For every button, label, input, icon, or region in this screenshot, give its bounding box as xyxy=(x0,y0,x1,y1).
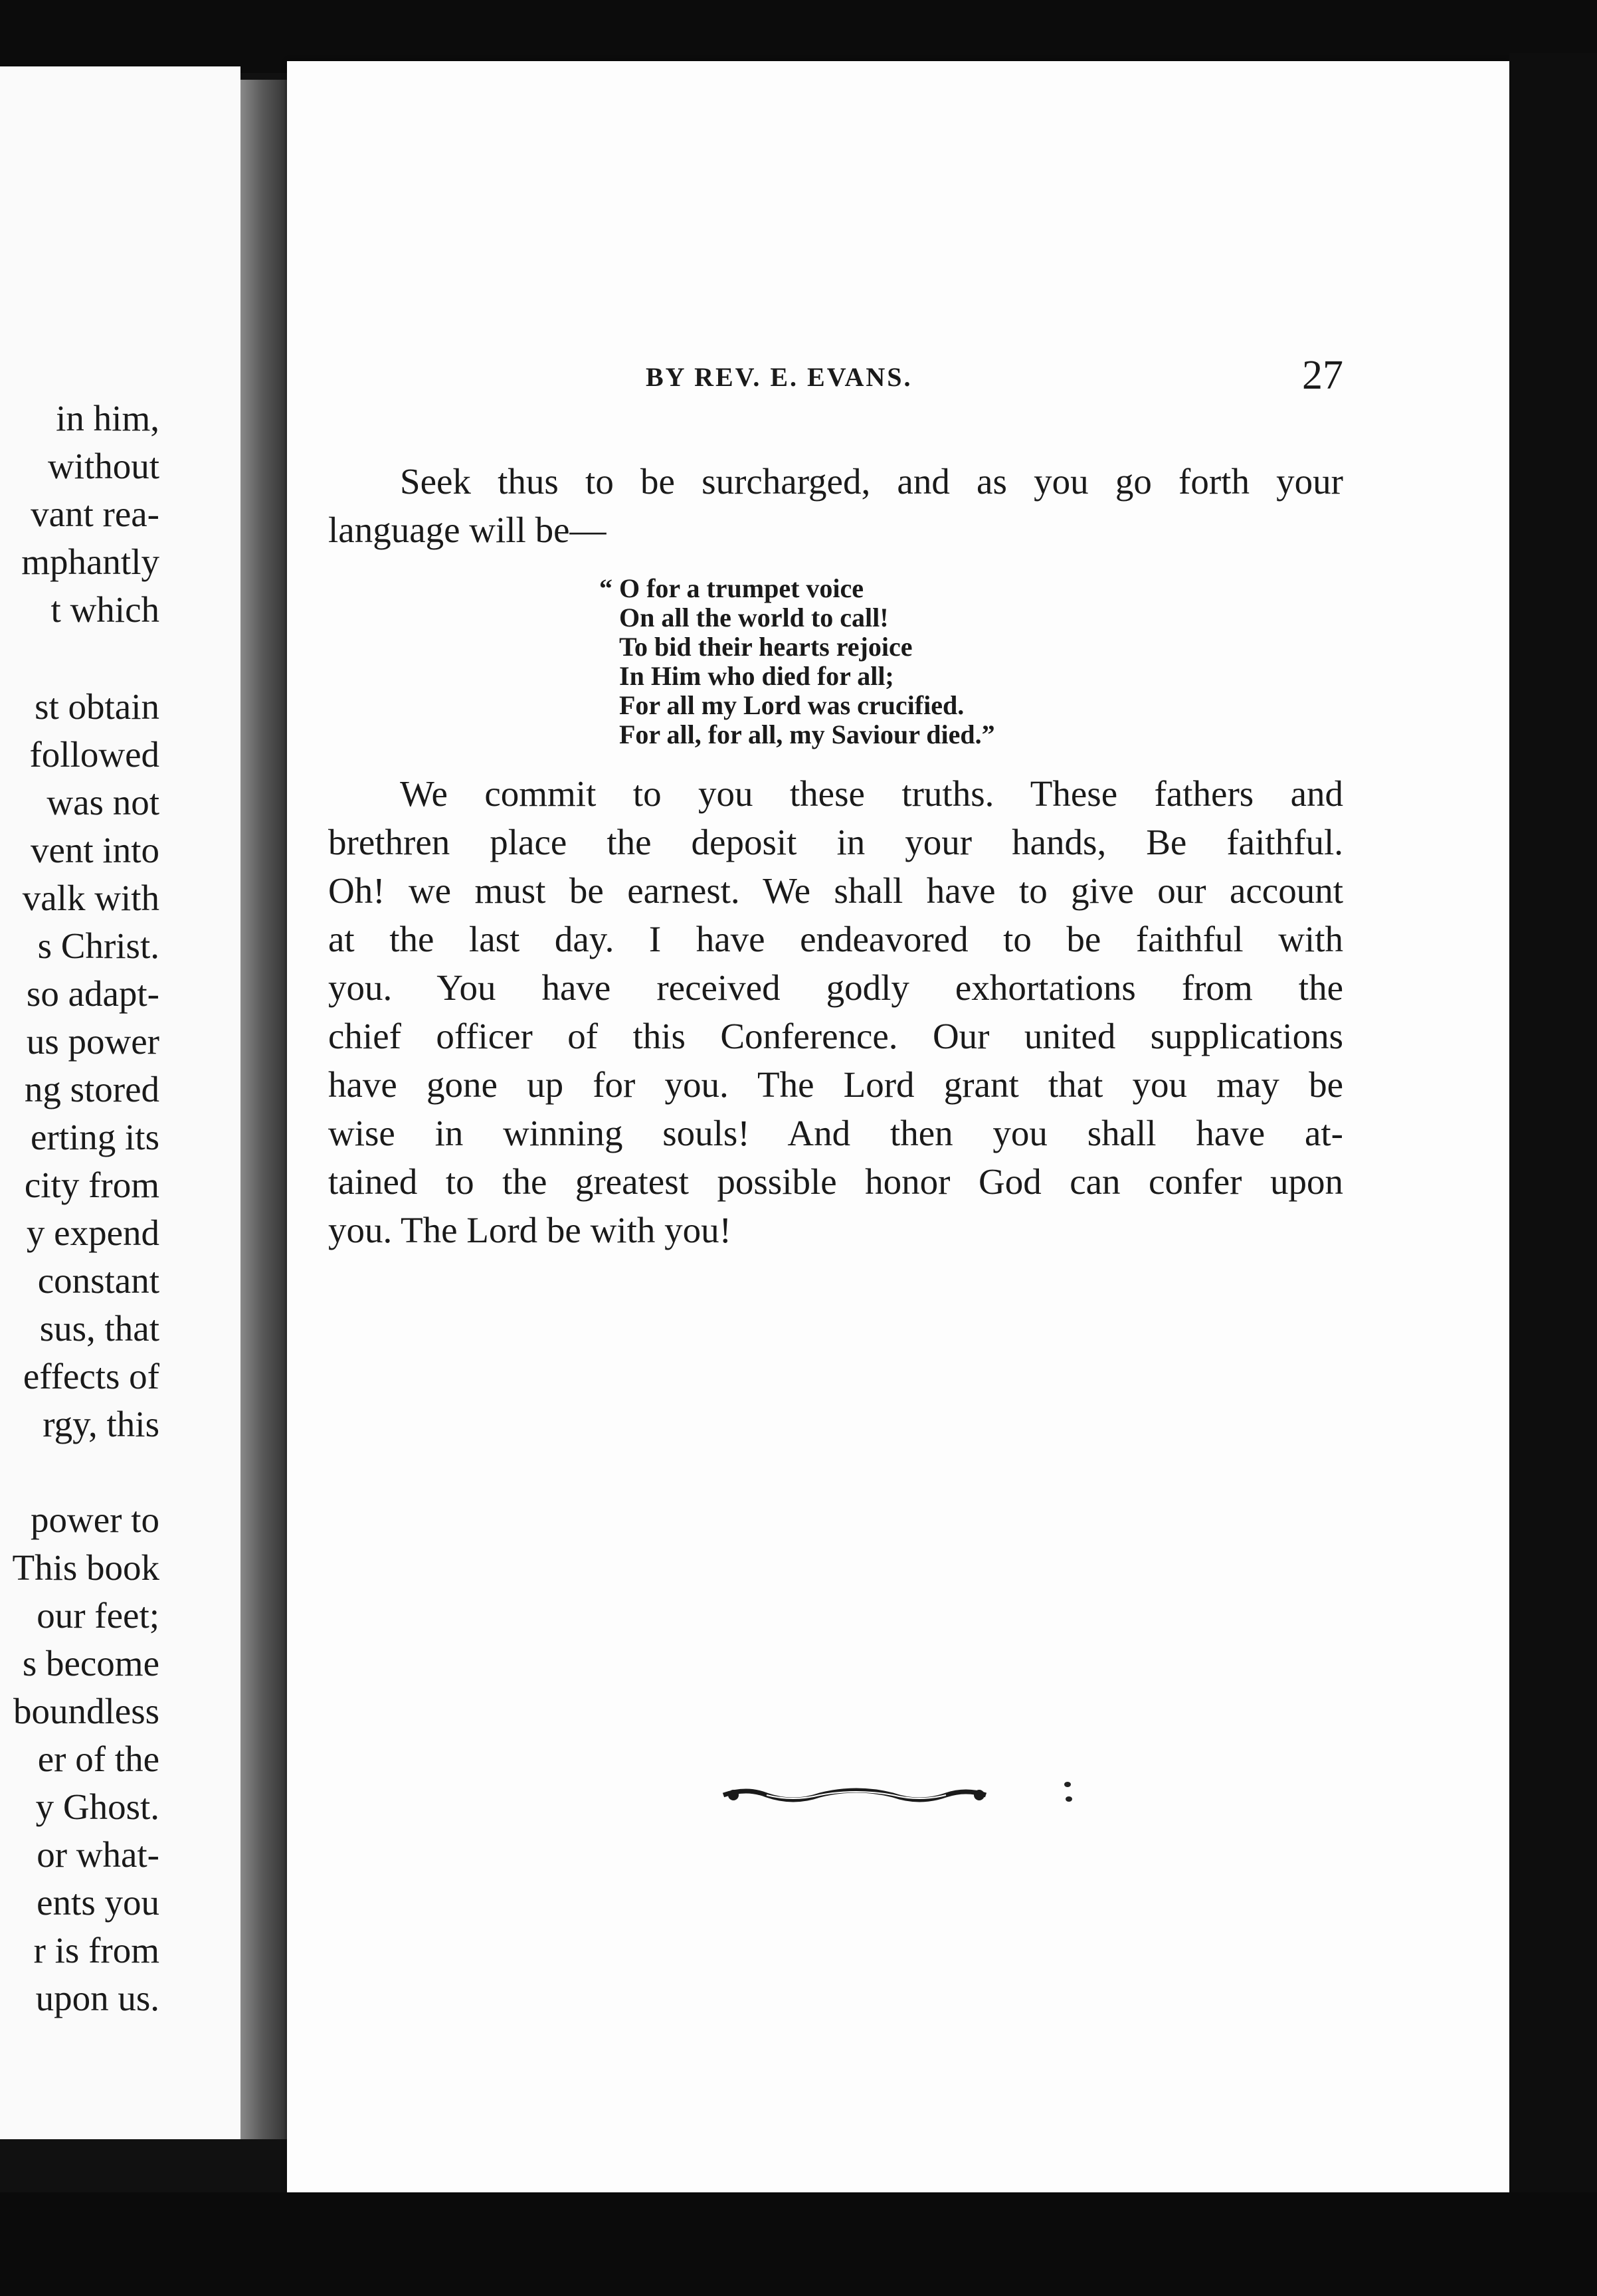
verse-line: To bid their hearts rejoice xyxy=(619,632,913,662)
facing-page-line: ents you xyxy=(37,1882,159,1923)
text-line: Oh! we must be earnest. We shall have to give our account xyxy=(328,870,1343,911)
facing-page-line: s become xyxy=(22,1643,159,1683)
page-header xyxy=(328,353,1343,407)
facing-page-line: sus, that xyxy=(39,1308,159,1349)
text-line: tained to the greatest possible honor God can confer upon xyxy=(328,1161,1343,1202)
paragraph-seek xyxy=(328,457,1343,554)
text-line: language will be— xyxy=(328,510,607,550)
page-number: 27 xyxy=(1302,353,1343,398)
facing-page-line: city from xyxy=(24,1165,159,1205)
facing-page-line: er of the xyxy=(37,1739,159,1779)
facing-page-line: us power xyxy=(26,1021,159,1062)
scan-border-bottom xyxy=(0,2192,1597,2296)
facing-page-line: y Ghost. xyxy=(35,1786,159,1827)
facing-page-line: valk with xyxy=(22,878,159,918)
verse-line: On all the world to call! xyxy=(619,603,889,632)
scan-border-right xyxy=(1509,53,1597,2296)
verse-line: “ O for a trumpet voice xyxy=(599,573,864,603)
text-line: brethren place the deposit in your hands, Be faithful. xyxy=(328,822,1343,862)
text-line: chief officer of this Conference. Our united supplications xyxy=(328,1016,1343,1056)
facing-page-line: followed xyxy=(29,734,159,775)
facing-page xyxy=(0,66,240,2139)
facing-page-line: or what- xyxy=(37,1834,159,1875)
facing-page-line: boundless xyxy=(13,1691,159,1731)
facing-page-line: vent into xyxy=(30,830,159,870)
text-line: wise in winning souls! And then you shall have at- xyxy=(328,1113,1343,1153)
facing-page-line: constant xyxy=(37,1260,159,1301)
facing-page-line: s Christ. xyxy=(37,925,159,966)
facing-page-line: st obtain xyxy=(35,686,159,727)
facing-page-line: so adapt- xyxy=(26,973,159,1014)
facing-page-line: effects of xyxy=(23,1356,159,1396)
text-line: Seek thus to be surcharged, and as you go forth your xyxy=(400,461,1343,502)
paragraph-commit xyxy=(328,769,1343,1254)
text-line: We commit to you these truths. These fathers and xyxy=(400,773,1343,814)
facing-page-line: power to xyxy=(31,1499,159,1540)
facing-page-line: mphantly xyxy=(21,541,159,582)
facing-page-line: ng stored xyxy=(24,1069,159,1109)
verse-line: For all my Lord was crucified. xyxy=(619,690,965,720)
tailpiece-ornament xyxy=(720,1782,992,1808)
facing-page-line: This book xyxy=(12,1547,159,1588)
facing-page-line: was not xyxy=(47,782,159,822)
facing-page-line: erting its xyxy=(30,1117,159,1157)
text-line: at the last day. I have endeavored to be faithful with xyxy=(328,919,1343,959)
print-speck xyxy=(1064,1782,1071,1787)
text-line: have gone up for you. The Lord grant that you may be xyxy=(328,1064,1343,1105)
book-page xyxy=(287,61,1509,2194)
facing-page-line: t which xyxy=(50,589,159,630)
verse-line: For all, for all, my Saviour died.” xyxy=(619,719,995,749)
text-line: you. You have received godly exhortations from the xyxy=(328,967,1343,1008)
text-line: you. The Lord be with you! xyxy=(328,1210,731,1250)
facing-page-line: r is from xyxy=(33,1930,159,1970)
book-gutter-shadow xyxy=(240,80,294,2139)
facing-page-line: vant rea- xyxy=(31,494,159,534)
hymn-verse xyxy=(599,574,995,749)
facing-page-line: our feet; xyxy=(37,1595,159,1636)
facing-page-line: y expend xyxy=(26,1212,159,1253)
facing-page-line: without xyxy=(47,446,159,486)
facing-page-line: in him, xyxy=(56,398,159,438)
print-speck xyxy=(1066,1796,1072,1802)
verse-line: In Him who died for all; xyxy=(619,661,894,691)
running-head: BY REV. E. EVANS. xyxy=(646,362,913,392)
facing-page-line: upon us. xyxy=(35,1978,159,2018)
facing-page-line: rgy, this xyxy=(43,1404,159,1444)
